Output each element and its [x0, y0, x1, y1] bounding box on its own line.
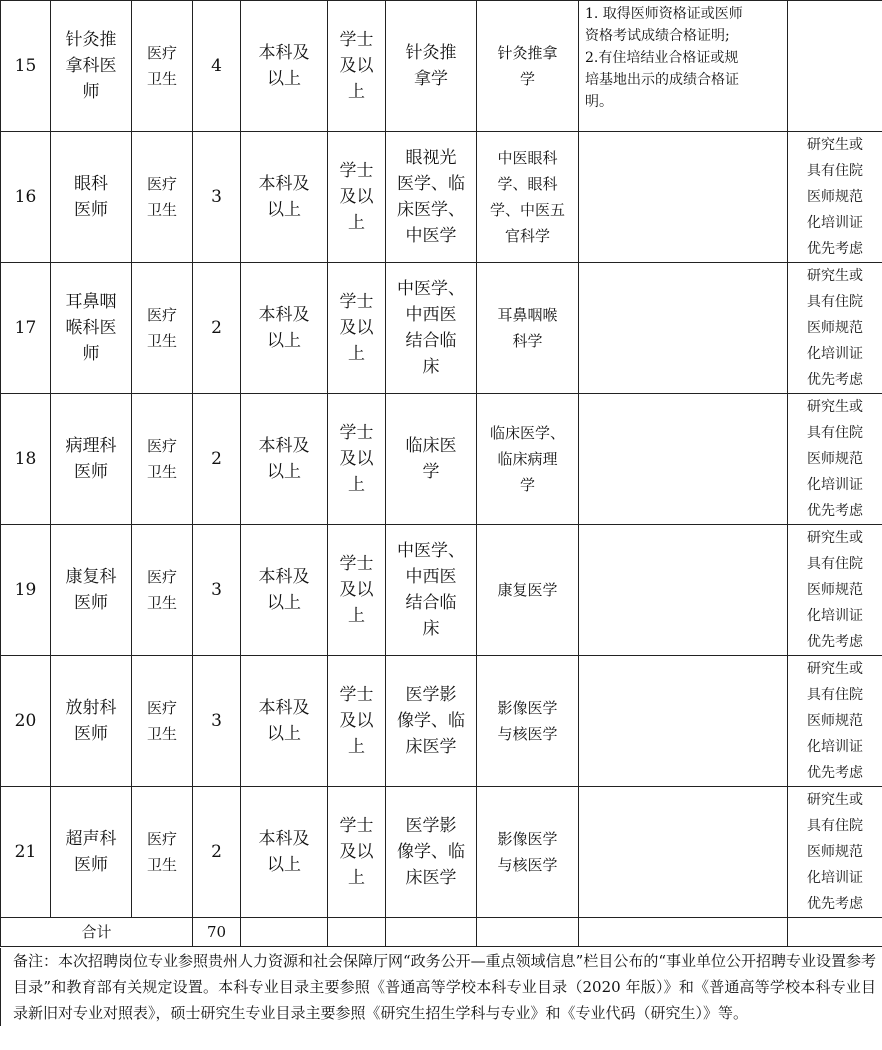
cell-line: 研究生或	[807, 399, 863, 415]
cell-count: 2	[193, 787, 241, 918]
cell-grad-major	[477, 132, 579, 263]
cell-line: 耳鼻咽喉	[497, 306, 558, 324]
cell-line: 像学、临	[397, 842, 465, 862]
cell-line: 以上	[267, 200, 301, 220]
cell-line: 医师	[74, 593, 108, 613]
cell-line: 临床医学、	[489, 424, 565, 442]
cell-no: 21	[1, 787, 51, 918]
cell-line: 康复医学	[497, 581, 558, 599]
cell-line: 及以	[339, 711, 374, 731]
cell-undergrad-major	[386, 132, 477, 263]
cell-line: 医疗	[146, 830, 177, 848]
cell-no: 19	[1, 525, 51, 656]
cell-line: 喉科医	[65, 318, 117, 338]
cell-grad-major	[477, 787, 579, 918]
cell-education	[241, 394, 328, 525]
cell-line: 康复科	[65, 567, 117, 587]
cell-line: 临床病理	[497, 450, 558, 468]
cell-post	[51, 263, 132, 394]
cell-line: 优先考虑	[807, 372, 863, 388]
cell-education	[241, 1, 328, 132]
cell-education	[241, 132, 328, 263]
cell-line: 医学影	[405, 816, 457, 836]
cell-line: 资格考试成绩合格证明;	[585, 28, 730, 44]
cell-line: 影像医学	[497, 830, 558, 848]
cell-line: 学士	[339, 292, 374, 312]
cell-line: 上	[348, 475, 365, 495]
cell-line: 化培训证	[807, 477, 863, 493]
cell-undergrad-major	[386, 394, 477, 525]
cell-post	[51, 656, 132, 787]
cell-line: 医疗	[146, 306, 177, 324]
cell-line: 以上	[267, 69, 301, 89]
remark-note: 备注：本次招聘岗位专业参照贵州人力资源和社会保障厅网“政务公开—重点领域信息”栏目公布的“事业单位公开招聘专业设置参考目录”和教育部有关规定设置。本科专业目录主要参照《普通高等学校本科专业目录（2020 年版）》和《普通高等学校本科专业目录新旧对专业对照表》，硕士研究生专业目录主要参照《研究生招生学科与专业》和《专业代码（研究生）》等。	[0, 948, 882, 1026]
cell-line: 医师规范	[807, 320, 863, 336]
cell-grad-major	[477, 1, 579, 132]
total-label: 合计	[1, 918, 193, 947]
cell-education	[241, 525, 328, 656]
total-empty-cell	[477, 918, 579, 947]
total-empty-cell	[579, 918, 788, 947]
cell-line: 学士	[339, 161, 374, 181]
cell-type	[132, 132, 193, 263]
cell-line: 本科及	[258, 436, 310, 456]
cell-line: 化培训证	[807, 215, 863, 231]
cell-line: 学士	[339, 30, 374, 50]
cell-line: 耳鼻咽	[65, 292, 117, 312]
cell-no: 17	[1, 263, 51, 394]
cell-line: 医疗	[146, 699, 177, 717]
cell-line: 学	[519, 70, 535, 88]
cell-line: 卫生	[146, 201, 177, 219]
cell-line: 医疗	[146, 437, 177, 455]
cell-requirements	[579, 787, 788, 918]
cell-requirements	[579, 656, 788, 787]
cell-line: 优先考虑	[807, 634, 863, 650]
cell-line: 上	[348, 213, 365, 233]
cell-line: 医师	[74, 855, 108, 875]
cell-line: 学	[519, 476, 535, 494]
cell-line: 中西医	[405, 567, 457, 587]
table-row	[1, 263, 882, 394]
cell-line: 中医学、	[397, 541, 465, 561]
cell-line: 以上	[267, 593, 301, 613]
cell-no: 15	[1, 1, 51, 132]
cell-line: 优先考虑	[807, 241, 863, 257]
cell-line: 超声科	[65, 829, 117, 849]
cell-line: 卫生	[146, 856, 177, 874]
total-empty-cell	[328, 918, 386, 947]
cell-line: 医师	[74, 200, 108, 220]
cell-degree	[328, 132, 386, 263]
cell-line: 结合临	[405, 331, 457, 351]
cell-line: 官科学	[504, 227, 550, 245]
cell-line: 以上	[267, 855, 301, 875]
cell-type	[132, 787, 193, 918]
cell-note	[788, 132, 882, 263]
cell-line: 及以	[339, 580, 374, 600]
cell-line: 医师规范	[807, 844, 863, 860]
total-value: 70	[193, 918, 241, 947]
cell-line: 像学、临	[397, 711, 465, 731]
cell-line: 及以	[339, 56, 374, 76]
cell-line: 具有住院	[807, 687, 863, 703]
cell-line: 本科及	[258, 305, 310, 325]
cell-line: 本科及	[258, 829, 310, 849]
cell-education	[241, 787, 328, 918]
cell-line: 学士	[339, 554, 374, 574]
cell-grad-major	[477, 394, 579, 525]
total-row	[1, 918, 882, 947]
cell-post	[51, 1, 132, 132]
cell-grad-major	[477, 656, 579, 787]
cell-requirements	[579, 525, 788, 656]
cell-line: 研究生或	[807, 137, 863, 153]
cell-line: 针灸推拿	[497, 44, 558, 62]
cell-line: 优先考虑	[807, 765, 863, 781]
cell-line: 化培训证	[807, 346, 863, 362]
cell-degree	[328, 394, 386, 525]
cell-line: 床	[422, 619, 440, 639]
cell-line: 以上	[267, 724, 301, 744]
cell-note	[788, 656, 882, 787]
cell-line: 及以	[339, 449, 374, 469]
table-row	[1, 394, 882, 525]
cell-line: 临床医	[405, 436, 457, 456]
table-row	[1, 525, 882, 656]
cell-line: 师	[82, 82, 100, 102]
cell-line: 研究生或	[807, 268, 863, 284]
cell-type	[132, 525, 193, 656]
table-row	[1, 1, 882, 132]
cell-line: 上	[348, 868, 365, 888]
cell-line: 本科及	[258, 698, 310, 718]
cell-line: 卫生	[146, 594, 177, 612]
cell-line: 培基地出示的成绩合格证	[585, 72, 739, 88]
cell-no: 16	[1, 132, 51, 263]
cell-requirements	[579, 263, 788, 394]
cell-post	[51, 525, 132, 656]
cell-note	[788, 394, 882, 525]
cell-line: 医师规范	[807, 189, 863, 205]
cell-requirements	[579, 1, 788, 132]
cell-line: 学士	[339, 423, 374, 443]
cell-undergrad-major	[386, 787, 477, 918]
cell-line: 上	[348, 344, 365, 364]
cell-line: 优先考虑	[807, 896, 863, 912]
cell-line: 中西医	[405, 305, 457, 325]
cell-line: 医师规范	[807, 582, 863, 598]
cell-requirements	[579, 132, 788, 263]
cell-line: 床医学、	[397, 200, 465, 220]
cell-education	[241, 263, 328, 394]
cell-note	[788, 787, 882, 918]
cell-line: 学士	[339, 816, 374, 836]
cell-line: 以上	[267, 462, 301, 482]
cell-line: 明。	[585, 94, 613, 110]
cell-undergrad-major	[386, 263, 477, 394]
cell-line: 拿科医	[65, 56, 117, 76]
cell-line: 针灸推	[65, 30, 117, 50]
cell-post	[51, 132, 132, 263]
cell-line: 拿学	[414, 69, 448, 89]
cell-line: 本科及	[258, 174, 310, 194]
cell-line: 眼科	[74, 174, 108, 194]
cell-line: 化培训证	[807, 608, 863, 624]
cell-undergrad-major	[386, 656, 477, 787]
cell-note	[788, 263, 882, 394]
cell-line: 师	[82, 344, 100, 364]
cell-line: 医学、临	[397, 174, 465, 194]
cell-line: 针灸推	[405, 43, 457, 63]
table-row	[1, 656, 882, 787]
cell-count: 3	[193, 525, 241, 656]
cell-line: 研究生或	[807, 530, 863, 546]
table-row	[1, 132, 882, 263]
cell-line: 及以	[339, 318, 374, 338]
cell-line: 上	[348, 82, 365, 102]
cell-degree	[328, 525, 386, 656]
cell-line: 研究生或	[807, 792, 863, 808]
cell-grad-major	[477, 263, 579, 394]
cell-line: 眼视光	[405, 148, 457, 168]
cell-grad-major	[477, 525, 579, 656]
cell-line: 本科及	[258, 567, 310, 587]
cell-undergrad-major	[386, 525, 477, 656]
total-empty-cell	[386, 918, 477, 947]
cell-note	[788, 525, 882, 656]
cell-line: 医学影	[405, 685, 457, 705]
cell-line: 化培训证	[807, 870, 863, 886]
cell-degree	[328, 656, 386, 787]
cell-line: 研究生或	[807, 661, 863, 677]
cell-line: 床	[422, 357, 440, 377]
cell-line: 医疗	[146, 44, 177, 62]
cell-line: 影像医学	[497, 699, 558, 717]
cell-count: 3	[193, 132, 241, 263]
cell-line: 具有住院	[807, 294, 863, 310]
table-body	[1, 1, 882, 947]
cell-line: 学、眼科	[497, 175, 558, 193]
cell-line: 医师	[74, 462, 108, 482]
cell-line: 以上	[267, 331, 301, 351]
cell-note	[788, 1, 882, 132]
cell-undergrad-major	[386, 1, 477, 132]
cell-line: 卫生	[146, 332, 177, 350]
cell-type	[132, 394, 193, 525]
cell-line: 学	[422, 462, 440, 482]
cell-line: 医师规范	[807, 713, 863, 729]
cell-line: 具有住院	[807, 556, 863, 572]
cell-education	[241, 656, 328, 787]
cell-degree	[328, 1, 386, 132]
cell-line: 与核医学	[497, 725, 558, 743]
cell-line: 及以	[339, 187, 374, 207]
cell-count: 2	[193, 263, 241, 394]
cell-line: 放射科	[65, 698, 117, 718]
cell-line: 及以	[339, 842, 374, 862]
cell-count: 3	[193, 656, 241, 787]
cell-post	[51, 394, 132, 525]
cell-line: 中医学、	[397, 279, 465, 299]
total-empty-cell	[241, 918, 328, 947]
cell-degree	[328, 263, 386, 394]
cell-type	[132, 1, 193, 132]
cell-line: 卫生	[146, 463, 177, 481]
cell-line: 中医眼科	[497, 149, 558, 167]
cell-type	[132, 656, 193, 787]
cell-line: 病理科	[65, 436, 117, 456]
table-row	[1, 787, 882, 918]
cell-line: 具有住院	[807, 425, 863, 441]
cell-line: 具有住院	[807, 163, 863, 179]
cell-line: 1. 取得医师资格证或医师	[585, 6, 743, 22]
cell-line: 优先考虑	[807, 503, 863, 519]
cell-no: 20	[1, 656, 51, 787]
cell-line: 学士	[339, 685, 374, 705]
cell-line: 中医学	[405, 226, 457, 246]
cell-line: 上	[348, 737, 365, 757]
cell-count: 4	[193, 1, 241, 132]
cell-line: 上	[348, 606, 365, 626]
cell-line: 医师	[74, 724, 108, 744]
cell-type	[132, 263, 193, 394]
cell-line: 卫生	[146, 725, 177, 743]
cell-line: 学、中医五	[489, 201, 565, 219]
cell-line: 本科及	[258, 43, 310, 63]
cell-degree	[328, 787, 386, 918]
cell-requirements	[579, 394, 788, 525]
cell-line: 具有住院	[807, 818, 863, 834]
cell-line: 科学	[512, 332, 543, 350]
cell-count: 2	[193, 394, 241, 525]
cell-line: 2.有住培结业合格证或规	[585, 50, 739, 66]
cell-line: 床医学	[405, 868, 457, 888]
total-empty-cell	[788, 918, 882, 947]
cell-line: 卫生	[146, 70, 177, 88]
cell-line: 床医学	[405, 737, 457, 757]
cell-line: 医疗	[146, 568, 177, 586]
cell-no: 18	[1, 394, 51, 525]
cell-line: 医疗	[146, 175, 177, 193]
cell-line: 医师规范	[807, 451, 863, 467]
cell-line: 结合临	[405, 593, 457, 613]
cell-line: 与核医学	[497, 856, 558, 874]
cell-post	[51, 787, 132, 918]
cell-line: 化培训证	[807, 739, 863, 755]
